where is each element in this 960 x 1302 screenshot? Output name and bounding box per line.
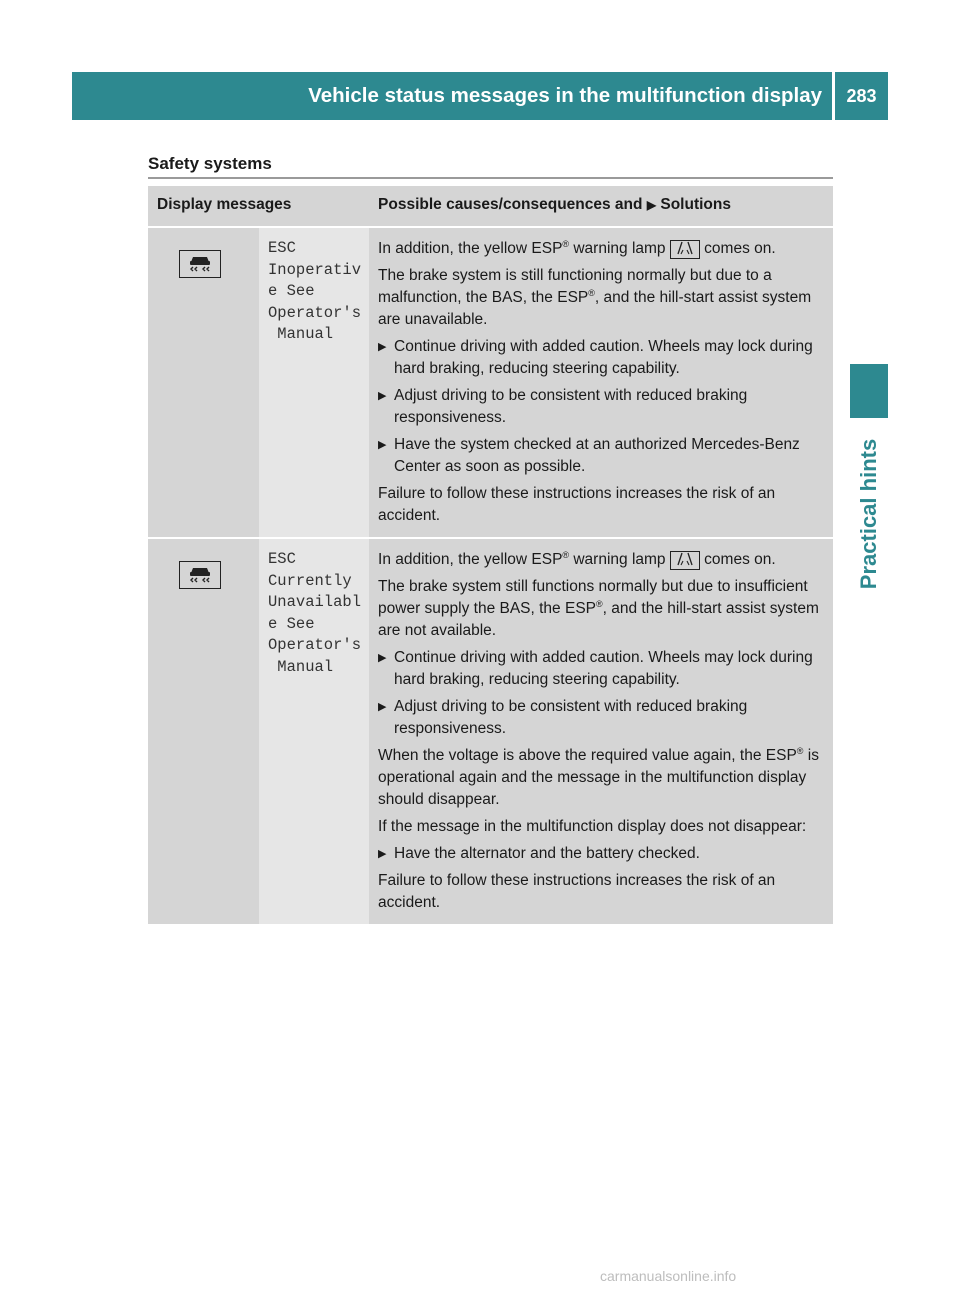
solution-paragraph: The brake system still functions normally but due to insufficient power supply the BAS, the ESP®, and the hill-start assist system are not available.	[378, 578, 819, 639]
step-arrow-icon: ▶	[378, 341, 387, 353]
solution-step: ▶ Have the system checked at an authorized Mercedes-Benz Center as soon as possible.	[378, 434, 827, 478]
table-row	[148, 228, 833, 539]
page-header-bar	[72, 72, 832, 120]
column-header-display: Display messages	[148, 186, 369, 228]
esp-skid-car-icon	[179, 561, 221, 589]
step-arrow-icon: ▶	[378, 652, 387, 664]
solution-step: ▶ Adjust driving to be consistent with reduced braking responsiveness.	[378, 385, 827, 429]
step-arrow-icon: ▶	[378, 701, 387, 713]
solution-step: ▶ Have the alternator and the battery checked.	[378, 843, 827, 865]
step-arrow-icon: ▶	[378, 848, 387, 860]
page-number: 283	[835, 72, 888, 120]
row-display-message	[259, 228, 369, 539]
watermark: carmanualsonline.info	[600, 1268, 737, 1284]
step-arrow-icon: ▶	[378, 390, 387, 402]
solution-lead: In addition, the yellow ESP® warning lamp comes on.	[378, 549, 776, 568]
side-chapter-text: Practical hints	[856, 438, 882, 590]
solution-warning: Failure to follow these instructions increases the risk of an accident.	[378, 872, 776, 911]
row-solutions-cell	[369, 228, 833, 539]
solution-paragraph: If the message in the multifunction display does not disappear:	[378, 818, 807, 835]
table-header-row	[148, 186, 833, 228]
solution-paragraph: The brake system is still functioning normally but due to a malfunction, the BAS, the ESP®, and the hill-start assist system are unavailable.	[378, 267, 812, 328]
row-display-message	[259, 539, 369, 924]
side-tab-marker	[850, 364, 888, 418]
esp-warning-lamp-icon	[670, 240, 700, 259]
solution-warning: Failure to follow these instructions increases the risk of an accident.	[378, 485, 776, 524]
section-divider	[148, 177, 833, 179]
section-title: Safety systems	[148, 154, 272, 173]
step-arrow-icon: ▶	[378, 439, 387, 451]
play-arrow-icon: ▶	[646, 198, 657, 212]
column-header-solutions	[369, 186, 833, 228]
solution-lead: In addition, the yellow ESP® warning lamp comes on.	[378, 238, 776, 257]
page-header-title: Vehicle status messages in the multifunction display	[308, 84, 822, 107]
esp-warning-lamp-icon	[670, 551, 700, 570]
side-chapter-label	[850, 424, 888, 604]
display-message-text: ESC Currently Unavailabl e See Operator's Manual	[268, 550, 362, 676]
column-header-solutions-suffix: Solutions	[660, 196, 731, 213]
solution-step: ▶ Adjust driving to be consistent with reduced braking responsiveness.	[378, 696, 827, 740]
table-row	[148, 539, 833, 924]
column-header-solutions-prefix: Possible causes/consequences and	[378, 196, 643, 213]
messages-table	[148, 186, 833, 924]
solution-step: ▶ Continue driving with added caution. Wheels may lock during hard braking, reducing steering capability.	[378, 336, 827, 380]
row-icon-cell	[148, 539, 259, 924]
display-message-text: ESC Inoperativ e See Operator's Manual	[268, 239, 362, 343]
solution-step: ▶ Continue driving with added caution. Wheels may lock during hard braking, reducing steering capability.	[378, 647, 827, 691]
row-solutions-cell	[369, 539, 833, 924]
solution-paragraph: When the voltage is above the required value again, the ESP® is operational again and the message in the multifunction display should disappear.	[378, 745, 819, 808]
row-icon-cell	[148, 228, 259, 539]
esp-skid-car-icon	[179, 250, 221, 278]
